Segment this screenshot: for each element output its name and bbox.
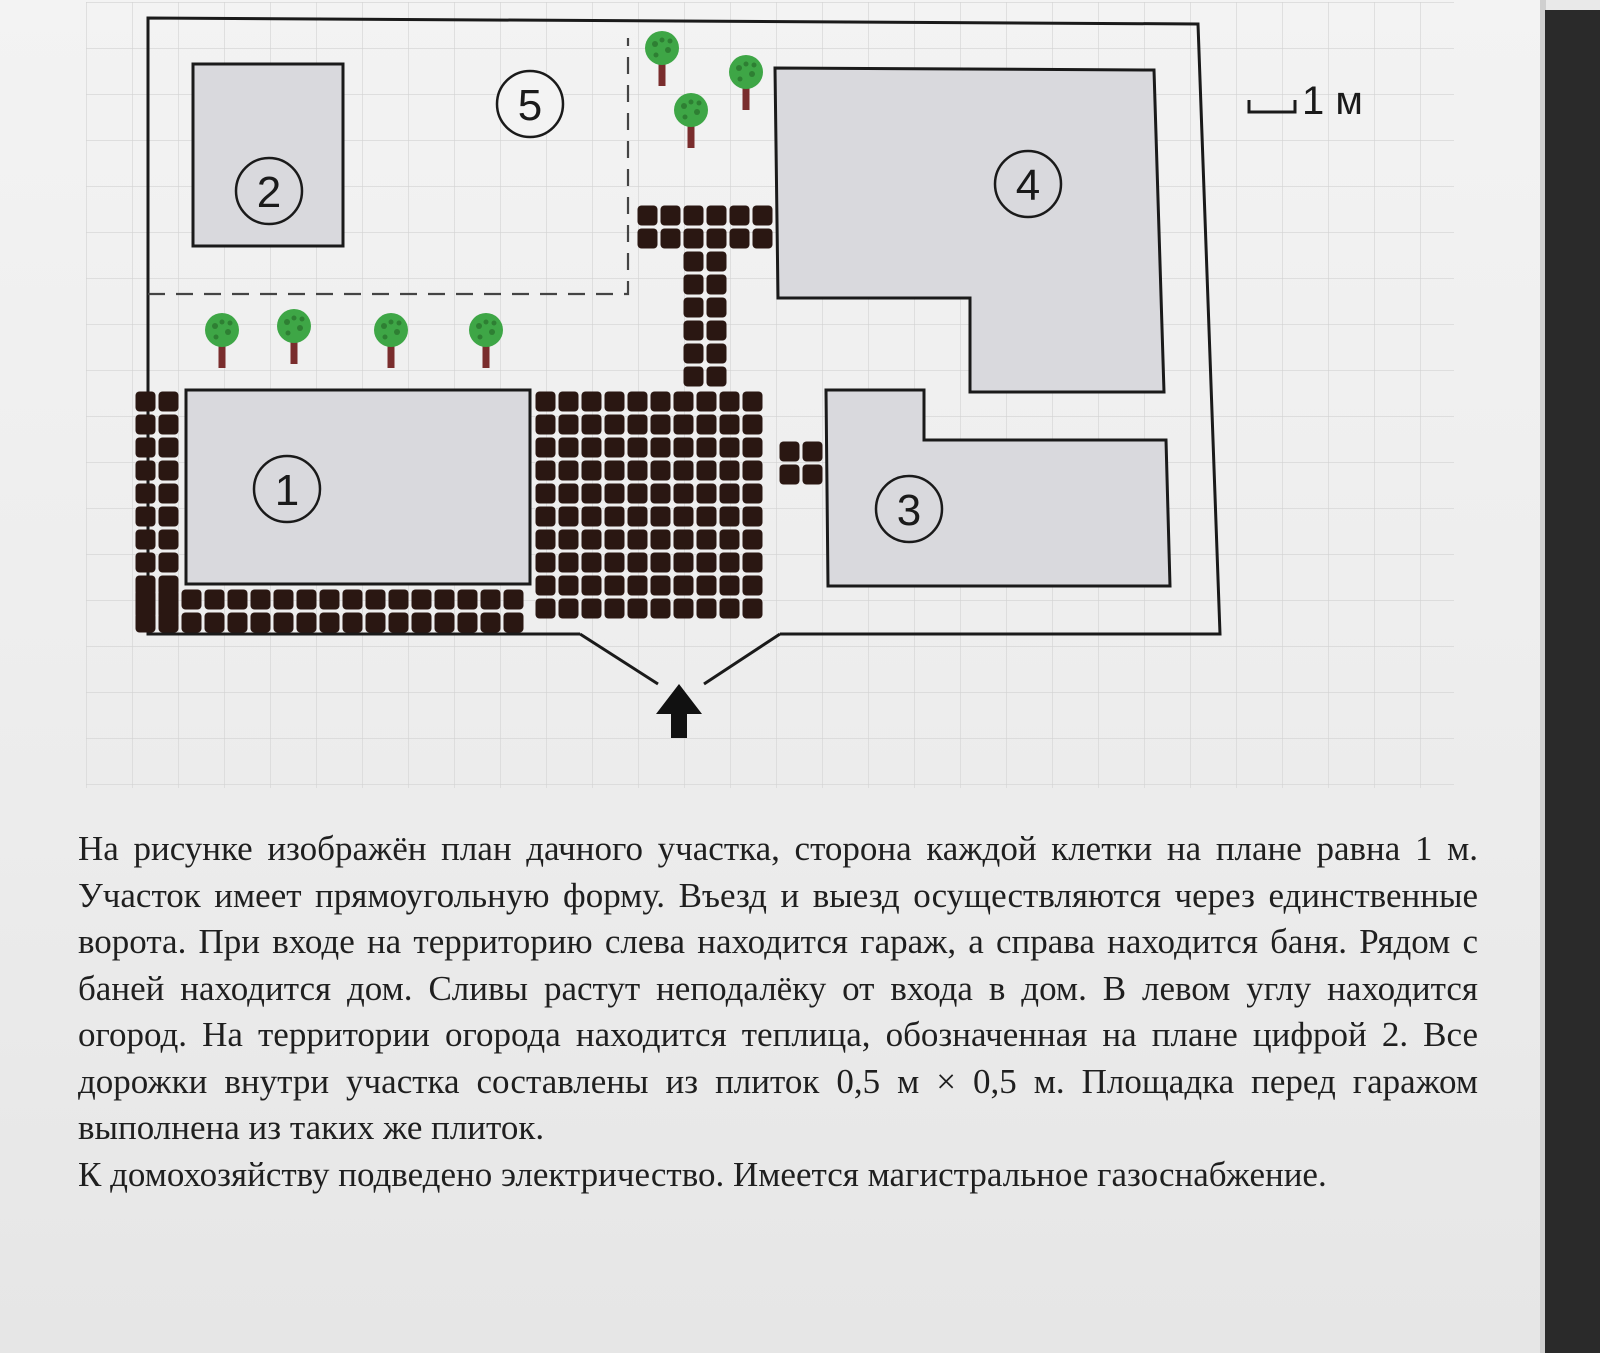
path-tile — [674, 553, 694, 573]
path-tile — [651, 576, 671, 596]
path-tile — [674, 415, 694, 435]
path-tile — [684, 229, 704, 249]
path-tile — [697, 484, 717, 504]
path-tile — [651, 392, 671, 412]
path-tile — [730, 206, 750, 226]
path-tile — [458, 590, 478, 610]
path-tile — [366, 590, 386, 610]
path-tile — [605, 576, 625, 596]
problem-paragraph-2: К домохозяйству подведено электричество. Имеется магистральное газоснабжение. — [78, 1154, 1327, 1194]
path-tile — [605, 530, 625, 550]
path-tile — [582, 461, 602, 481]
path-tile — [720, 484, 740, 504]
path-tile — [536, 415, 556, 435]
path-tile — [684, 321, 704, 341]
path-tile — [136, 507, 156, 527]
path-tile — [582, 392, 602, 412]
path-tile — [628, 461, 648, 481]
path-tile — [803, 442, 823, 462]
path-tile — [605, 461, 625, 481]
path-tile — [274, 613, 294, 633]
path-tile — [661, 229, 681, 249]
path-tile — [412, 590, 432, 610]
path-tile — [684, 275, 704, 295]
path-tile — [559, 553, 579, 573]
path-tile — [651, 599, 671, 619]
path-tile — [559, 530, 579, 550]
garage-1 — [186, 390, 530, 584]
path-tile — [536, 461, 556, 481]
path-tile — [559, 576, 579, 596]
path-tile — [753, 206, 773, 226]
path-tile — [684, 206, 704, 226]
path-tile — [136, 613, 156, 633]
path-tile — [159, 415, 179, 435]
path-tile — [697, 438, 717, 458]
path-tile — [536, 553, 556, 573]
path-tile — [720, 553, 740, 573]
path-tile — [228, 613, 248, 633]
region-label-3 — [876, 476, 942, 542]
path-tile — [504, 590, 524, 610]
path-tile — [435, 590, 455, 610]
path-tile — [743, 576, 763, 596]
path-tile — [559, 438, 579, 458]
path-tile — [674, 530, 694, 550]
path-tile — [720, 530, 740, 550]
path-tile — [697, 576, 717, 596]
path-tile — [159, 507, 179, 527]
path-tile — [697, 599, 717, 619]
region-label-5 — [497, 71, 563, 137]
path-tile — [136, 484, 156, 504]
svg-text:2: 2 — [256, 168, 282, 217]
path-tile — [628, 599, 648, 619]
path-tile — [651, 438, 671, 458]
path-tile — [753, 229, 773, 249]
region-label-2 — [236, 158, 302, 224]
path-tile — [582, 576, 602, 596]
path-tile — [803, 465, 823, 485]
region-label-4 — [995, 151, 1061, 217]
path-tile — [707, 206, 727, 226]
path-tile — [159, 590, 179, 610]
problem-paragraph-1: На рисунке изображён план дачного участка, сторона каждой клетки на плане равна 1 м. Участок имеет прямоугольную форму. Въезд и выезд осуществляются через единственные ворота. При входе на территорию слева находится гараж, а справа находится баня. Рядом с баней находится дом. Сливы растут неподалёку от входа в дом. В левом углу находится огород. На территории огорода находится теплица, обозначенная на плане цифрой 2. Все дорожки внутри участка составлены из плиток 0,5 м × 0,5 м. Площадка перед гаражом выполнена из таких же плиток. — [78, 829, 1478, 1147]
path-tile — [559, 392, 579, 412]
path-tile — [743, 599, 763, 619]
path-tile — [780, 465, 800, 485]
path-tile — [743, 484, 763, 504]
path-tile — [743, 461, 763, 481]
path-tile — [389, 613, 409, 633]
path-tile — [628, 507, 648, 527]
path-tile — [605, 553, 625, 573]
path-tile — [720, 599, 740, 619]
path-tile — [136, 553, 156, 573]
path-tile — [182, 613, 202, 633]
path-tile — [697, 415, 717, 435]
path-tile — [412, 613, 432, 633]
path-tile — [730, 229, 750, 249]
path-tile — [536, 507, 556, 527]
path-tile — [684, 298, 704, 318]
path-tile — [536, 392, 556, 412]
path-tile — [628, 553, 648, 573]
path-tile — [582, 438, 602, 458]
path-tile — [674, 599, 694, 619]
path-tile — [159, 438, 179, 458]
path-tile — [638, 229, 658, 249]
path-tile — [720, 438, 740, 458]
path-tile — [661, 206, 681, 226]
path-tile — [159, 484, 179, 504]
path-tile — [343, 613, 363, 633]
path-tile — [536, 576, 556, 596]
path-tile — [743, 415, 763, 435]
path-tile — [628, 415, 648, 435]
path-tile — [251, 590, 271, 610]
path-tile — [559, 461, 579, 481]
region-label-1 — [254, 456, 320, 522]
path-tile — [697, 553, 717, 573]
path-tile — [559, 484, 579, 504]
path-tile — [559, 507, 579, 527]
path-tile — [320, 590, 340, 610]
path-tile — [458, 613, 478, 633]
path-tile — [743, 438, 763, 458]
path-tile — [159, 392, 179, 412]
path-tile — [536, 484, 556, 504]
problem-text — [78, 826, 1478, 1198]
path-tile — [274, 590, 294, 610]
path-tile — [651, 461, 671, 481]
path-tile — [582, 553, 602, 573]
path-tile — [651, 507, 671, 527]
path-tile — [582, 530, 602, 550]
path-tile — [251, 613, 271, 633]
path-tile — [707, 367, 727, 387]
path-tile — [651, 484, 671, 504]
monitor-bezel — [1545, 10, 1600, 1353]
path-tile — [651, 553, 671, 573]
path-tile — [674, 461, 694, 481]
path-tile — [743, 392, 763, 412]
path-tile — [320, 613, 340, 633]
path-tile — [720, 415, 740, 435]
path-tile — [536, 530, 556, 550]
path-tile — [697, 461, 717, 481]
path-tile — [136, 415, 156, 435]
path-tile — [159, 461, 179, 481]
path-tile — [707, 229, 727, 249]
path-tile — [159, 613, 179, 633]
path-tile — [697, 530, 717, 550]
path-tile — [559, 415, 579, 435]
path-tile — [628, 530, 648, 550]
path-tile — [136, 461, 156, 481]
path-tile — [684, 367, 704, 387]
path-tile — [297, 613, 317, 633]
path-tile — [582, 415, 602, 435]
path-tile — [481, 613, 501, 633]
path-tile — [136, 438, 156, 458]
path-tile — [582, 599, 602, 619]
path-tile — [674, 438, 694, 458]
path-tile — [159, 530, 179, 550]
path-tile — [628, 392, 648, 412]
path-tile — [605, 438, 625, 458]
path-tile — [707, 321, 727, 341]
path-tile — [674, 392, 694, 412]
path-tile — [136, 530, 156, 550]
path-tile — [743, 530, 763, 550]
path-tile — [582, 507, 602, 527]
path-tile — [182, 590, 202, 610]
path-tile — [707, 252, 727, 272]
path-tile — [605, 415, 625, 435]
path-tile — [720, 507, 740, 527]
path-tile — [136, 590, 156, 610]
path-tile — [651, 415, 671, 435]
path-tile — [707, 298, 727, 318]
path-tile — [674, 576, 694, 596]
svg-text:5: 5 — [517, 81, 543, 130]
path-tile — [159, 553, 179, 573]
path-tile — [605, 507, 625, 527]
path-tile — [366, 613, 386, 633]
path-tile — [628, 576, 648, 596]
scale-label: 1 м — [1302, 79, 1363, 123]
path-tile — [720, 576, 740, 596]
path-tile — [684, 344, 704, 364]
path-tile — [205, 613, 225, 633]
path-tile — [605, 599, 625, 619]
path-tile — [743, 553, 763, 573]
svg-text:4: 4 — [1015, 161, 1041, 210]
path-tile — [605, 392, 625, 412]
path-tile — [674, 484, 694, 504]
path-tile — [136, 392, 156, 412]
path-tile — [559, 599, 579, 619]
path-tile — [743, 507, 763, 527]
path-tile — [684, 252, 704, 272]
svg-text:3: 3 — [896, 486, 922, 535]
path-tile — [536, 438, 556, 458]
path-tile — [389, 590, 409, 610]
path-tile — [720, 461, 740, 481]
svg-text:1: 1 — [274, 466, 300, 515]
path-tile — [707, 275, 727, 295]
path-tile — [504, 613, 524, 633]
path-tile — [536, 599, 556, 619]
path-tile — [628, 484, 648, 504]
path-tile — [780, 442, 800, 462]
path-tile — [481, 590, 501, 610]
path-tile — [628, 438, 648, 458]
path-tile — [674, 507, 694, 527]
path-tile — [720, 392, 740, 412]
path-tile — [638, 206, 658, 226]
path-tile — [605, 484, 625, 504]
path-tile — [697, 507, 717, 527]
path-tile — [435, 613, 455, 633]
path-tile — [582, 484, 602, 504]
path-tile — [651, 530, 671, 550]
path-tile — [205, 590, 225, 610]
path-tile — [228, 590, 248, 610]
path-tile — [297, 590, 317, 610]
path-tile — [707, 344, 727, 364]
path-tile — [697, 392, 717, 412]
path-tile — [343, 590, 363, 610]
